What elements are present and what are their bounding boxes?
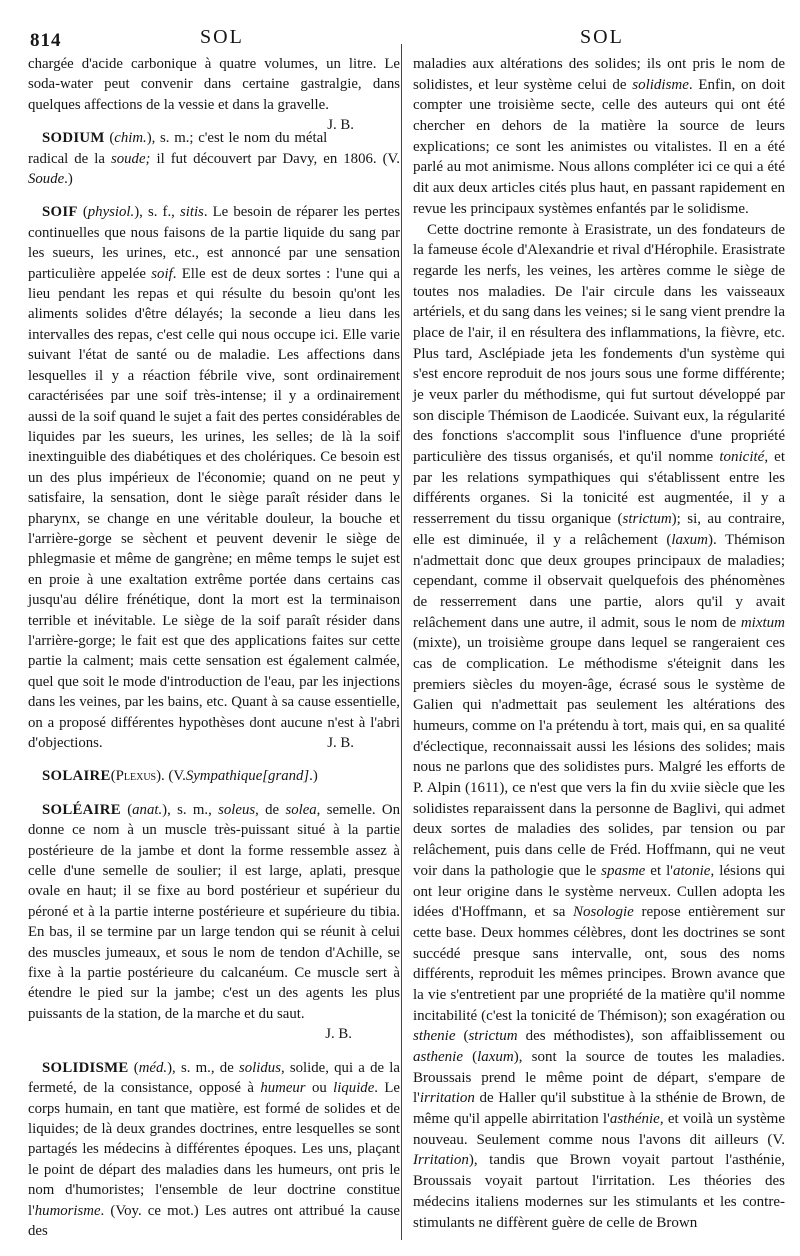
entry-headword: SOLIDISME: [42, 1059, 129, 1076]
solidisme-continuation: maladies aux altérations des solides; ils ont pris le nom de solidistes, et leur système celui de solidisme. Enfin, on doit compter une troisième secte, celle des auteurs qui ont été chercher en dehors de la matière la source de leurs explications; ce sont les animistes ou vitalistes. Il en a été parlé au mot animisme. Nous allons compléter ici ce qui a été dit aux deux articles cités plus haut, en passant rapidement en revue les principaux systèmes enfantés par le solidisme.: [413, 56, 786, 217]
author-signature: J. B.: [325, 1026, 352, 1043]
page-header: [0, 24, 800, 52]
left-column: [28, 54, 400, 1241]
running-head-right: SOL: [580, 26, 624, 48]
entry-headword: SOIF: [42, 204, 78, 221]
entry-headword: SOLAIRE: [42, 768, 111, 785]
cross-reference: Soude: [28, 171, 65, 188]
running-head-left: SOL: [200, 26, 244, 48]
cross-reference: Sympathique: [185, 768, 263, 785]
entry-solaire: SOLAIRE(Plexus). (V.Sympathique[grand].): [42, 768, 318, 785]
page-number: 814: [30, 30, 62, 51]
entry-headword: SODIUM: [42, 130, 105, 147]
author-signature: J. B.: [327, 735, 354, 751]
entry-soif: SOIF (physiol.), s. f., sitis. Le besoin de réparer les pertes continuelles que nous faisons de la partie liquide du sang par les sueurs, les urines, etc., est annoncé par une sensation particulière appelée soif. Elle est de deux sortes : l'une qui a lieu pendant les repas et qui résulte du besoin qu'ont les aliments solides d'être délayés; la seconde a lieu dans les intervalles des repas, c'est celle qui nous occupe ici. Elle varie suivant l'état de santé ou de maladie. Les affections dans lesquelles il y a réaction fébrile vive, sont ordinairement caractérisées par une soif très-intense; il y a ordinairement aussi de la soif quand le sujet a fait des pertes considérables de liquides par les sueurs, les urines, les selles; de là la soif inextinguible des diabétiques et des cholériques. Ce besoin est un des plus impérieux de l'économie; quand on ne peut y satisfaire, la sensation, dont le siège paraît résider dans le pharynx, se change en une véritable douleur, la bouche et l'arrière-gorge se sèchent et peuvent devenir le siège de phlegmasie et même de gangrène; en même temps le sujet est en proie à une exaltation extrême portée dans certains cas jusqu'au délire frénétique, dont la mort est la terminaison terrible et inévitable. Le siège de la soif paraît résider dans l'arrière-gorge; le fait est que des applications faites sur cette partie la calment; mais cette sensation est également calmée, quel que soit le mode d'introduction de l'eau, par les injections dans les veines, par les bains, etc. Quant à sa cause essentielle, on a proposé différentes hypothèses dont aucune n'est à l'abri d'objections. J. B.: [28, 202, 400, 753]
entry-continuation: chargée d'acide carbonique à quatre volumes, un litre. Le soda-water peut convenir dans certaine gastralgie, dans quelques affections de la vessie et dans la gravelle. J. B.: [28, 54, 400, 115]
entry-sodium: SODIUM (chim.), s. m.; c'est le nom du métal radical de la soude; il fut découvert par Davy, en 1806. (V. Soude.): [28, 130, 400, 188]
cross-reference: Irritation: [413, 1152, 469, 1169]
solidisme-history-paragraph: Cette doctrine remonte à Erasistrate, un des fondateurs de la fameuse école d'Alexandrie et rival d'Hérophile. Erasistrate regarde les nerfs, les veines, les artères comme le siège de toutes nos maladies. De l'air circule dans les vaisseaux artériels, et du sang dans les veines; si le sang vient prendre la place de l'air, il en résultera des inflammations, la fièvre, etc. Plus tard, Asclépiade jeta les fondements d'un système qui s'est encore reproduit de nos jours sous une forme différente; je veux parler du méthodisme, qui fut surtout développé par son disciple Thémison de Laodicée. Suivant eux, la régularité des fonctions s'accomplit sous l'influence d'une propriété particulière des tissus organisés, et qu'il nomme tonicité, et par les relations sympathiques qui s'établissent entre les différents organes. Si la tonicité est augmentée, il y a resserrement du tissu organique (strictum); si, au contraire, elle est diminuée, il y a relâchement (laxum). Thémison n'admettait donc que deux groupes principaux de maladies; cependant, comme il observait quelquefois des phénomènes de resserrement dans une partie, alors qu'il y avait relâchement dans une autre, il admit, sous le nom de mixtum (mixte), un troisième groupe dans lequel se rangeraient ces cas de complication. Le méthodisme s'éteignit dans les premiers siècles du moyen-âge, écrasé sous le système de Galien qui n'admettait pas seulement les altérations des humeurs, comme on l'a prétendu à tort, mais qui, en sa qualité d'éclectique, reconnaissait aussi les lésions des solides; mais nous ne parlons que des solidistes purs. Malgré les efforts de P. Alpin (1611), ce n'est que vers la fin du xviie siècle que les solidistes reparaissent dans la personne de Baglivi, qui admet deux sortes de maladies des solides, par tension ou par relâchement, puis dans celle de Fréd. Hoffmann, qui ne veut voir dans la pathologie que le spasme et l'atonie, lésions qui ont leur origine dans le système nerveux. Cullen adopta les idées d'Hoffmann, et sa Nosologie repose entièrement sur cette base. Deux hommes célèbres, dont les doctrines se sont succédé presque sans intervalle, ont, sous des noms différents, reproduit les mêmes principes. Brown avance que la vie s'entretient par une propriété de la matière qu'il nomme incitabilité (c'est la tonicité de Thémison); son exagération ou sthenie (strictum des méthodistes), son affaiblissement ou asthenie (laxum), sont la source de toutes les maladies. Broussais prend le même point de départ, s'empare de l'irritation de Haller qu'il substitue à la sthénie de Brown, de même qu'il appelle abirritation l'asthénie, et voilà un système nouveau. Seulement comme nous l'avons dit ailleurs (V. Irritation), tandis que Brown voyait partout l'asthénie, Broussais voyait partout l'irritation. Les théories des médecins italiens modernes sur les stimulants et les contre-stimulants ne diffèrent guère de celle de Brown: [413, 221, 786, 1231]
author-signature: J. B.: [327, 117, 354, 134]
entry-solidisme: SOLIDISME (méd.), s. m., de solidus, solide, qui a de la fermeté, de la consistance, opposé à humeur ou liquide. Le corps humain, en tant que matière, est formé de solides et de liquides; de là deux grandes doctrines, entre lesquelles se sont partagés les médecins à différentes époques. Les uns, plaçant le point de départ des maladies dans les humeurs, ont pris le nom d'humoristes; l'ensemble de leur doctrine constitue l'humorisme. (Voy. ce mot.) Les autres ont attribué la cause des: [28, 1059, 400, 1239]
entry-headword: SOLÉAIRE: [42, 801, 121, 818]
column-divider: [401, 44, 402, 1240]
right-column: [413, 54, 785, 1233]
entry-soleaire: SOLÉAIRE (anat.), s. m., soleus, de solea, semelle. On donne ce nom à un muscle très-puissant situé à la partie postérieure de la jambe et dont la forme ressemble assez à celle d'une semelle de soulier; il est large, aplati, presque ovale en haut; il se fixe au bord postérieur et supérieur du péroné et à la partie interne postérieure et supérieure du tibia. En bas, il se termine par un large tendon qui se réunit à celui des muscles jumeaux, et sous le nom de tendon d'Achille, se fixe à la partie postérieure du calcanéum. Ce muscle sert à étendre le pied sur la jambe; c'est un des agents les plus puissants de la station, de la marche et du saut. J. B.: [28, 800, 400, 1045]
